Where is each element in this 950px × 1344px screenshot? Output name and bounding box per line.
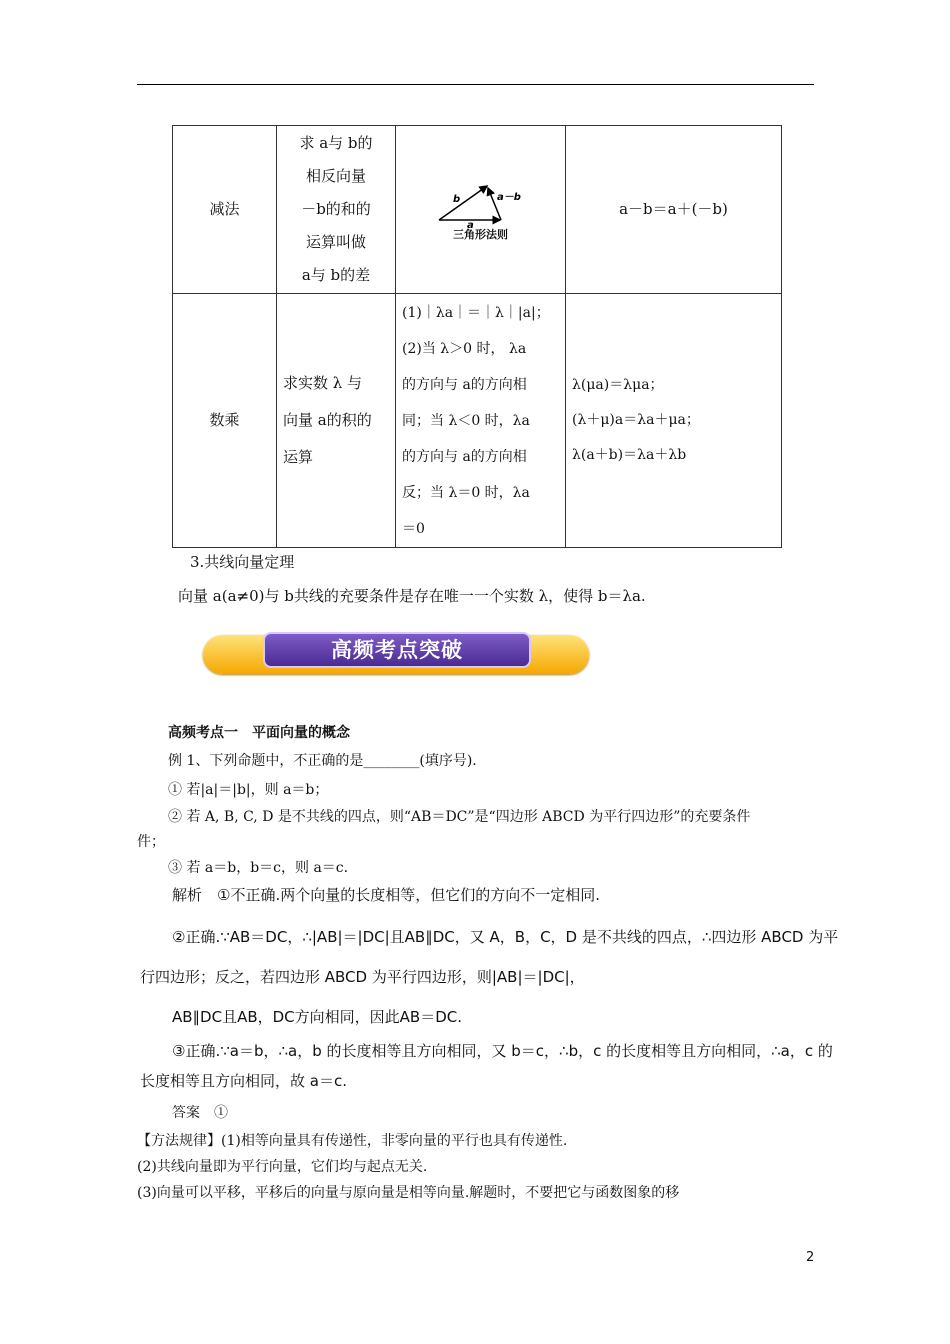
section-title-collinear-theorem: 3.共线向量定理 xyxy=(190,553,295,571)
op-laws-scalar: λ(μa)＝λμa； (λ＋μ)a＝λa＋μa； λ(a＋b)＝λa＋λb xyxy=(566,294,782,548)
analysis-line-2: ②正确.∵AB＝DC，∴|AB|＝|DC|且AB∥DC，又 A，B，C，D 是不共线的四点，∴四边形 ABCD 为平 xyxy=(172,928,839,946)
option-2-continued: 件； xyxy=(137,834,165,850)
analysis-line-5: ③正确.∵a＝b，∴a，b 的长度相等且方向相同，又 b＝c，∴b，c 的长度相等且方向相同，∴a，c 的 xyxy=(172,1042,833,1060)
option-3: ③ 若 a＝b，b＝c，则 a＝c. xyxy=(168,860,349,876)
op-name-scalar: 数乘 xyxy=(173,294,277,548)
analysis-line-6: 长度相等且方向相同，故 a＝c. xyxy=(140,1072,347,1090)
analysis-line-4: AB∥DC且AB，DC方向相同，因此AB＝DC. xyxy=(172,1008,462,1026)
option-2: ② 若 A, B, C, D 是不共线的四点，则“AB＝DC”是“四边形 ABCD 为平行四边形”的充要条件 xyxy=(168,809,751,825)
analysis-line-1: 解析 ①不正确.两个向量的长度相等，但它们的方向不一定相同. xyxy=(172,886,600,904)
triangle-rule-diagram xyxy=(431,178,531,228)
diagram-caption: 三角形法则 xyxy=(453,227,508,241)
method-line-2: (2)共线向量即为平行向量，它们均与起点无关. xyxy=(137,1159,428,1175)
method-line-1: 【方法规律】(1)相等向量具有传递性，非零向量的平行也具有传递性. xyxy=(137,1133,568,1149)
diagram-label-a: a xyxy=(466,219,474,228)
section-banner xyxy=(203,632,589,677)
point-title: 高频考点一 平面向量的概念 xyxy=(168,725,350,741)
diagram-label-a-minus-b: a－b xyxy=(496,191,521,203)
op-definition-scalar: 求实数 λ 与 向量 a的积的 运算 xyxy=(277,294,396,548)
example-question: 例 1、下列命题中，不正确的是________(填序号). xyxy=(168,753,477,769)
header-rule xyxy=(137,84,814,85)
diagram-label-b: b xyxy=(452,193,460,205)
table-row-subtraction xyxy=(173,126,782,294)
collinear-theorem-text: 向量 a(a≠0)与 b共线的充要条件是存在唯一一个实数 λ，使得 b＝λa. xyxy=(178,587,646,605)
op-definition-subtraction: 求 a与 b的 相反向量 －b的和的 运算叫做 a与 b的差 xyxy=(277,126,396,294)
method-line-3: (3)向量可以平移，平移后的向量与原向量是相等向量.解题时，不要把它与函数图象的移 xyxy=(137,1185,680,1201)
answer: 答案 ① xyxy=(172,1105,228,1121)
op-law-subtraction: a－b＝a＋(－b) xyxy=(566,126,782,294)
op-name-subtraction: 减法 xyxy=(173,126,277,294)
page-number: 2 xyxy=(806,1250,815,1265)
analysis-line-3: 行四边形；反之，若四边形 ABCD 为平行四边形，则|AB|＝|DC|， xyxy=(140,968,585,986)
triangle-rule-diagram-cell xyxy=(396,126,566,294)
option-1: ① 若|a|＝|b|，则 a＝b； xyxy=(168,782,329,798)
table-row-scalar xyxy=(173,294,782,548)
vector-operations-table xyxy=(172,125,782,548)
op-rules-scalar: (1)｜λa｜＝｜λ｜|a|； (2)当 λ＞0 时， λa 的方向与 a的方向相 同；当 λ＜0 时，λa 的方向与 a的方向相 反；当 λ＝0 时，λa ＝0 xyxy=(396,294,566,548)
banner-title: 高频考点突破 xyxy=(263,632,531,668)
